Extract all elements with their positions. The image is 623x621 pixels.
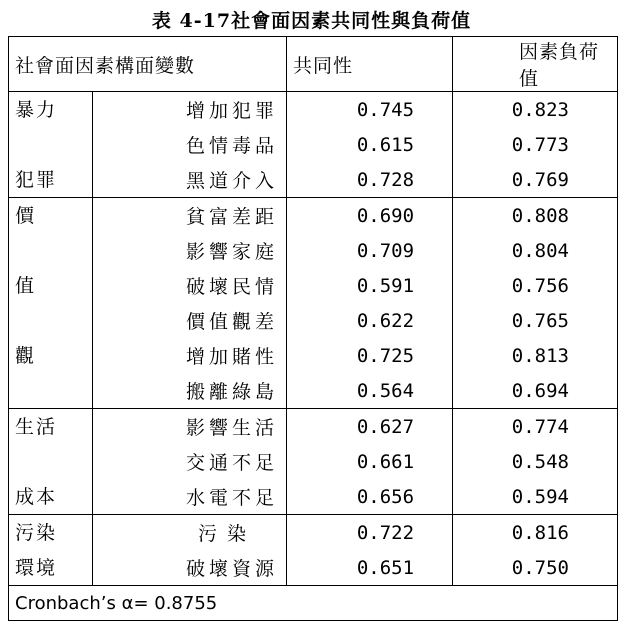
category-label: 價 [15, 205, 37, 227]
table-row [9, 550, 618, 586]
category-label: 生活 [15, 416, 58, 438]
communality-cell: 0.656 [287, 479, 453, 515]
loading-cell: 0.813 [453, 338, 618, 373]
variable-cell: 增加犯罪 [93, 92, 287, 128]
category-cell [9, 409, 93, 515]
header-communality: 共同性 [287, 37, 453, 92]
variable-cell: 價值觀差 [93, 303, 287, 338]
variable-cell: 污染 [93, 515, 287, 551]
variable-cell: 影響生活 [93, 409, 287, 445]
table-row [9, 303, 618, 338]
loading-cell: 0.765 [453, 303, 618, 338]
variable-cell: 貧富差距 [93, 198, 287, 234]
header-variables: 社會面因素構面變數 [9, 37, 287, 92]
factor-table [8, 36, 618, 621]
variable-cell: 水電不足 [93, 479, 287, 515]
category-label: 觀 [15, 345, 37, 367]
table-row [9, 127, 618, 162]
table-row [9, 444, 618, 479]
category-label: 暴力 [15, 99, 58, 121]
variable-cell: 破壞民情 [93, 268, 287, 303]
communality-cell: 0.651 [287, 550, 453, 586]
table-row [9, 409, 618, 445]
variable-cell: 影響家庭 [93, 233, 287, 268]
variable-cell: 增加賭性 [93, 338, 287, 373]
table-row [9, 233, 618, 268]
variable-cell: 破壞資源 [93, 550, 287, 586]
variable-cell: 交通不足 [93, 444, 287, 479]
header-loading: 因素負荷值 [453, 37, 618, 92]
loading-cell: 0.773 [453, 127, 618, 162]
loading-cell: 0.769 [453, 162, 618, 198]
loading-cell: 0.804 [453, 233, 618, 268]
communality-cell: 0.728 [287, 162, 453, 198]
loading-cell: 0.774 [453, 409, 618, 445]
footer-row [9, 586, 618, 621]
loading-cell: 0.750 [453, 550, 618, 586]
communality-cell: 0.627 [287, 409, 453, 445]
communality-cell: 0.745 [287, 92, 453, 128]
category-cell [9, 92, 93, 198]
table-row [9, 338, 618, 373]
table-row [9, 162, 618, 198]
table-row [9, 92, 618, 128]
loading-cell: 0.694 [453, 373, 618, 409]
communality-cell: 0.564 [287, 373, 453, 409]
table-row [9, 515, 618, 551]
category-label: 成本 [15, 486, 58, 508]
category-label: 污染 [15, 522, 58, 544]
category-cell [9, 515, 93, 586]
variable-cell: 色情毒品 [93, 127, 287, 162]
cronbach-alpha: Cronbach’s α= 0.8755 [9, 586, 618, 621]
communality-cell: 0.622 [287, 303, 453, 338]
table-row [9, 479, 618, 515]
variable-cell: 黑道介入 [93, 162, 287, 198]
category-label: 值 [15, 275, 37, 297]
loading-cell: 0.756 [453, 268, 618, 303]
communality-cell: 0.722 [287, 515, 453, 551]
loading-cell: 0.823 [453, 92, 618, 128]
loading-cell: 0.808 [453, 198, 618, 234]
loading-cell: 0.548 [453, 444, 618, 479]
communality-cell: 0.591 [287, 268, 453, 303]
communality-cell: 0.709 [287, 233, 453, 268]
table-row [9, 198, 618, 234]
category-label: 環境 [15, 557, 58, 579]
variable-cell: 搬離綠島 [93, 373, 287, 409]
loading-cell: 0.816 [453, 515, 618, 551]
communality-cell: 0.690 [287, 198, 453, 234]
category-cell [9, 198, 93, 409]
communality-cell: 0.661 [287, 444, 453, 479]
communality-cell: 0.615 [287, 127, 453, 162]
loading-cell: 0.594 [453, 479, 618, 515]
table-row [9, 373, 618, 409]
table-row [9, 268, 618, 303]
category-label: 犯罪 [15, 169, 58, 191]
table-caption: 表 4-17社會面因素共同性與負荷值 [151, 10, 472, 32]
header-row [9, 37, 618, 92]
communality-cell: 0.725 [287, 338, 453, 373]
